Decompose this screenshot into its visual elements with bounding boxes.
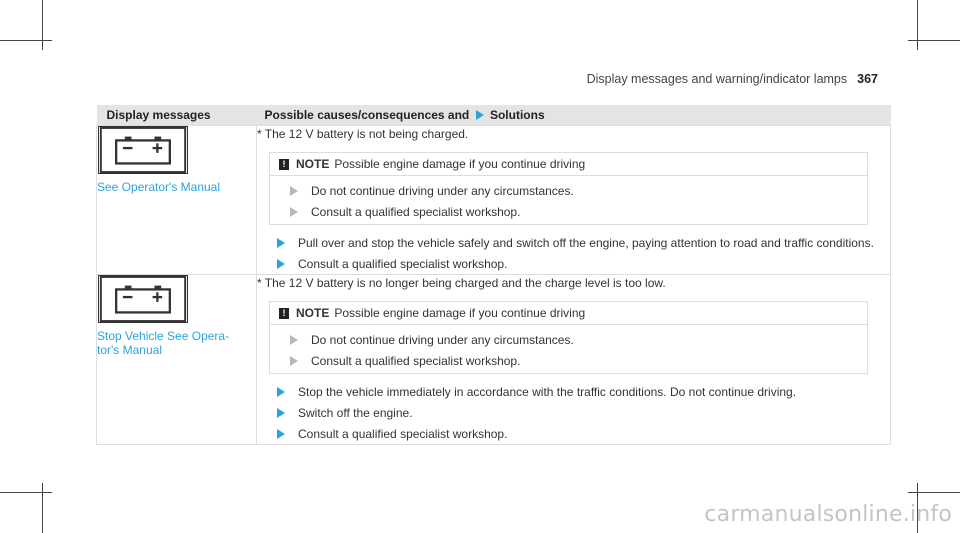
crop-mark xyxy=(908,40,960,41)
cause-text: * The 12 V battery is no longer being charged and the charge level is too low. xyxy=(257,276,666,290)
solution-step-text: Switch off the engine. xyxy=(298,405,413,420)
display-message-text[interactable]: Stop Vehicle See Opera-tor's Manual xyxy=(97,329,230,357)
display-message-text[interactable]: See Operator's Manual xyxy=(97,180,221,194)
crop-mark xyxy=(42,483,43,533)
solution-step xyxy=(269,402,890,423)
col-header-causes-text: Possible causes/consequences and xyxy=(264,108,470,122)
note-step-text: Consult a qualified specialist workshop. xyxy=(311,353,521,368)
note-box xyxy=(269,152,868,225)
step-arrow-icon xyxy=(290,207,298,217)
col-header-display: Display messages xyxy=(97,105,257,126)
step-arrow-icon xyxy=(277,259,285,269)
display-cell xyxy=(97,126,257,275)
note-title: NOTE xyxy=(296,306,330,320)
col-header-solutions-text: Solutions xyxy=(489,108,545,122)
note-box xyxy=(269,301,868,374)
note-header xyxy=(270,302,867,325)
crop-mark xyxy=(42,0,43,50)
solutions-cell xyxy=(257,126,891,275)
step-arrow-icon xyxy=(277,238,285,248)
solution-step xyxy=(269,253,890,274)
table-row xyxy=(97,275,891,445)
note-step xyxy=(270,329,867,350)
step-arrow-icon xyxy=(277,408,285,418)
note-text: Possible engine damage if you continue driving xyxy=(334,157,586,171)
table-row xyxy=(97,126,891,275)
solution-step-text: Consult a qualified specialist workshop. xyxy=(298,426,508,441)
step-arrow-icon xyxy=(290,335,298,345)
note-text: Possible engine damage if you continue driving xyxy=(334,306,586,320)
step-arrow-icon xyxy=(290,186,298,196)
note-header xyxy=(270,153,867,176)
note-body xyxy=(270,176,867,224)
note-step-text: Do not continue driving under any circumstances. xyxy=(311,183,574,198)
solution-step xyxy=(269,423,890,444)
solution-step-text: Stop the vehicle immediately in accordance with the traffic conditions. Do not continue driving. xyxy=(298,384,797,399)
note-title: NOTE xyxy=(296,157,330,171)
step-arrow-icon xyxy=(277,387,285,397)
col-header-causes xyxy=(257,105,891,126)
solution-step xyxy=(269,381,890,402)
note-step xyxy=(270,180,867,201)
page-number: 367 xyxy=(857,72,878,86)
note-body xyxy=(270,325,867,373)
solution-steps xyxy=(269,381,890,444)
cause-text: * The 12 V battery is not being charged. xyxy=(257,127,469,141)
note-step xyxy=(270,350,867,371)
crop-mark xyxy=(0,492,52,493)
warning-icon: ! xyxy=(279,159,289,170)
solutions-cell xyxy=(257,275,891,445)
solution-steps xyxy=(269,232,890,274)
solution-step xyxy=(269,232,890,253)
note-step-text: Do not continue driving under any circumstances. xyxy=(311,332,574,347)
battery-icon xyxy=(98,275,188,323)
battery-icon xyxy=(98,126,188,174)
watermark: carmanualsonline.info xyxy=(704,502,952,527)
note-step xyxy=(270,201,867,222)
arrow-icon xyxy=(476,110,484,120)
step-arrow-icon xyxy=(277,429,285,439)
running-header xyxy=(587,72,878,86)
warning-icon: ! xyxy=(279,308,289,319)
header-title: Display messages and warning/indicator lamps xyxy=(586,72,848,86)
crop-mark xyxy=(0,40,52,41)
crop-mark xyxy=(917,0,918,50)
display-messages-table xyxy=(96,105,891,445)
solution-step-text: Pull over and stop the vehicle safely and switch off the engine, paying attention to road and traffic conditions. xyxy=(298,235,874,250)
solution-step-text: Consult a qualified specialist workshop. xyxy=(298,256,508,271)
crop-mark xyxy=(908,492,960,493)
display-cell xyxy=(97,275,257,445)
note-step-text: Consult a qualified specialist workshop. xyxy=(311,204,521,219)
step-arrow-icon xyxy=(290,356,298,366)
